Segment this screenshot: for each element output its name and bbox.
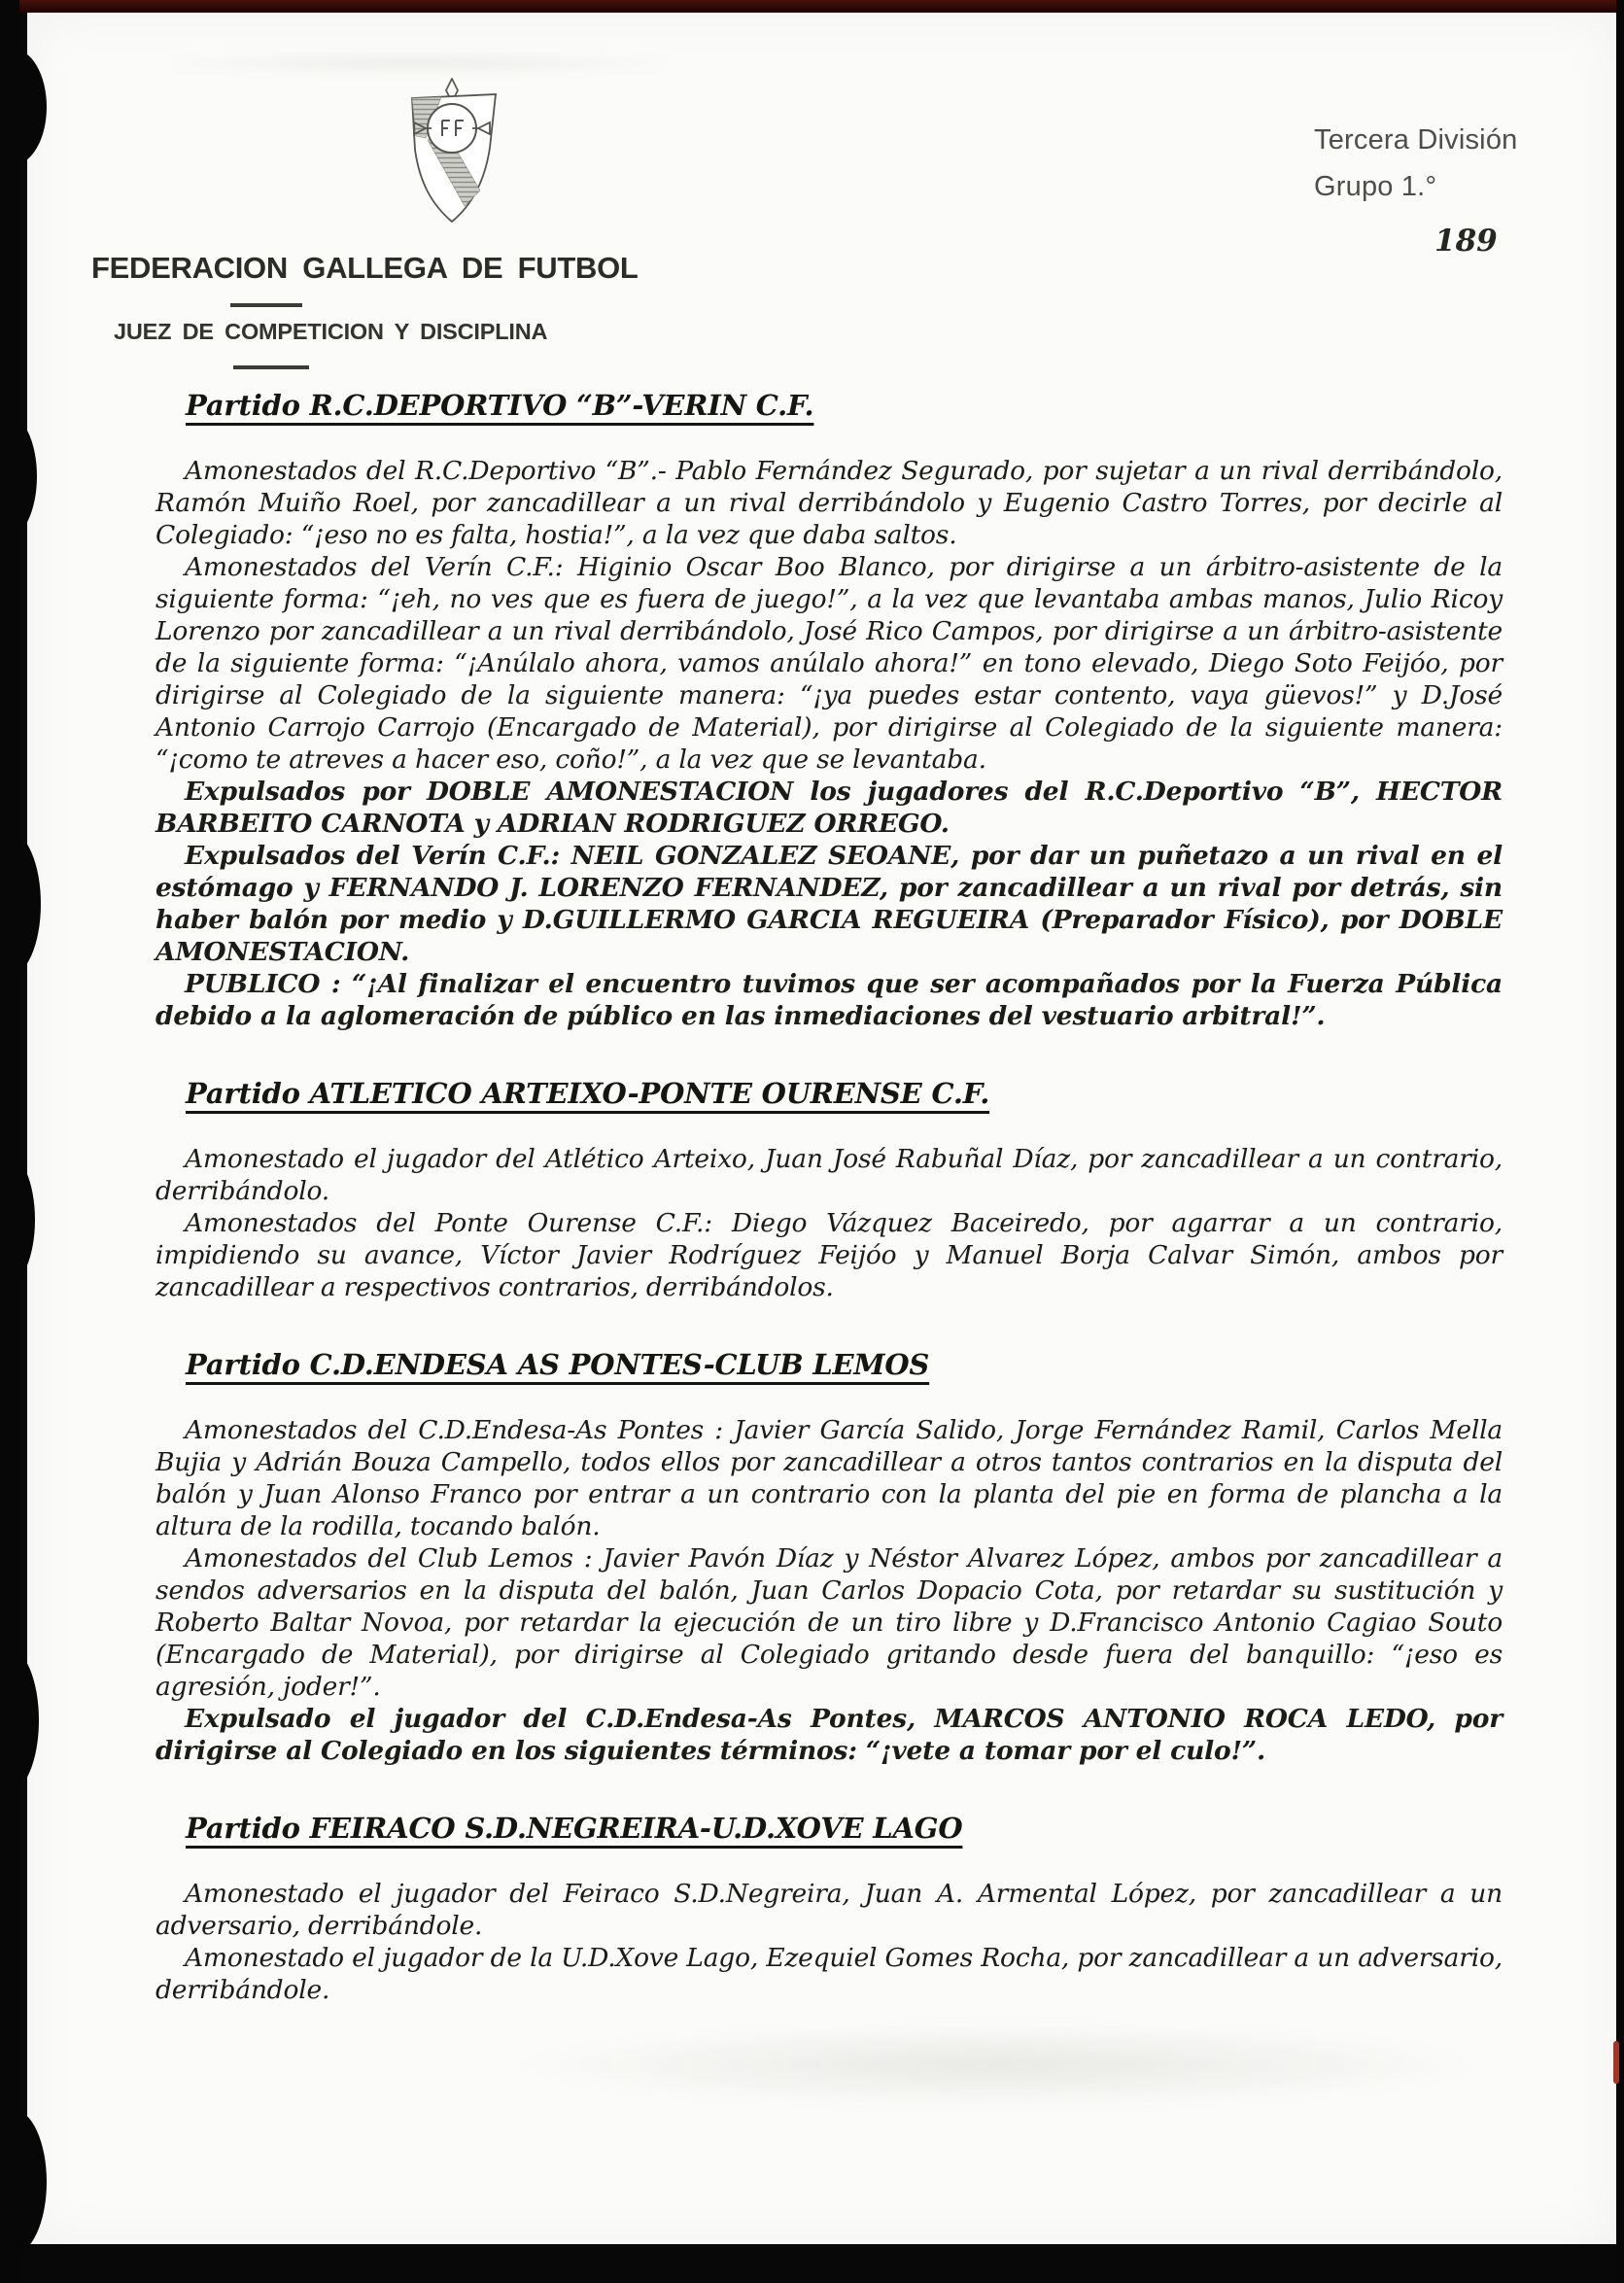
report-paragraph: PUBLICO : “¡Al finalizar el encuentro tuvimos que ser acompañados por la Fuerza Pública debido a la aglomeración de público en las inmediaciones del vestuario arbitral!”. bbox=[155, 969, 1503, 1031]
match-section bbox=[155, 1077, 1503, 1303]
org-title: FEDERACION GALLEGA DE FUTBOL bbox=[91, 251, 639, 285]
scan-smudge bbox=[505, 2022, 1497, 2109]
report-body bbox=[155, 389, 1503, 2006]
report-paragraph: Amonestados del Club Lemos : Javier Pavón Díaz y Néstor Alvarez López, ambos por zancadillear a sendos adversarios en la disputa del balón, Juan Carlos Dopacio Cota, por retardar su sustitución y Roberto Baltar Novoa, por retardar la ejecución de un tiro libre y D.Francisco Antonio Cagiao Souto (Encargado de Material), por dirigirse al Colegiado gritando desde fuera del banquillo: “¡eso es agresión, joder!”. bbox=[155, 1543, 1503, 1702]
match-section-title: Partido ATLETICO ARTEIXO-PONTE OURENSE C.F. bbox=[186, 1077, 990, 1110]
report-paragraph: Amonestados del C.D.Endesa-As Pontes : Javier García Salido, Jorge Fernández Ramil, Carlos Mella Bujia y Adrián Bouza Campello, todos ellos por zancadillear a otros tantos contrarios en la disputa del balón y Juan Alonso Franco por entrar a un contrario con la planta del pie en forma de plancha a la altura de la rodilla, tocando balón. bbox=[155, 1415, 1503, 1541]
report-paragraph: Amonestados del Verín C.F.: Higinio Oscar Boo Blanco, por dirigirse a un árbitro-asistente de la siguiente forma: “¡eh, no ves que es fuera de juego!”, a la vez que levantaba ambas manos, Julio Ricoy Lorenzo por zancadillear a un rival derribándolo, José Rico Campos, por dirigirse a un árbitro-asistente de la siguiente forma: “¡Anúlalo ahora, vamos anúlalo ahora!” en tono elevado, Diego Soto Feijóo, por dirigirse al Colegiado de la siguiente manera: “¡ya puedes estar contento, vaya güevos!” y D.José Antonio Carrojo Carrojo (Encargado de Material), por dirigirse al Colegiado de la siguiente manera: “¡como te atreves a hacer eso, coño!”, a la vez que se levantaba. bbox=[155, 552, 1503, 775]
competition-division: Tercera División bbox=[1314, 124, 1518, 156]
report-paragraph: Amonestado el jugador del Atlético Arteixo, Juan José Rabuñal Díaz, por zancadillear a un contrario, derribándolo. bbox=[155, 1144, 1503, 1206]
match-section bbox=[155, 1348, 1503, 1767]
match-section-title: Partido C.D.ENDESA AS PONTES-CLUB LEMOS bbox=[186, 1348, 930, 1381]
page-number: 189 bbox=[1434, 224, 1498, 259]
report-paragraph: Amonestado el jugador de la U.D.Xove Lago, Ezequiel Gomes Rocha, por zancadillear a un adversario, derribándole. bbox=[155, 1943, 1503, 2005]
match-section-title: Partido FEIRACO S.D.NEGREIRA-U.D.XOVE LAGO bbox=[186, 1812, 963, 1845]
match-section bbox=[155, 1812, 1503, 2006]
report-paragraph: Expulsados del Verín C.F.: NEIL GONZALEZ SEOANE, por dar un puñetazo a un rival en el estómago y FERNANDO J. LORENZO FERNANDEZ, por zancadillear a un rival por detrás, sin haber balón por medio y D.GUILLERMO GARCIA REGUEIRA (Preparador Físico), por DOBLE AMONESTACION. bbox=[155, 841, 1503, 967]
report-paragraph: Amonestado el jugador del Feiraco S.D.Negreira, Juan A. Armental López, por zancadillear a un adversario, derribándole. bbox=[155, 1879, 1503, 1941]
divider bbox=[233, 365, 309, 369]
competition-group: Grupo 1.° bbox=[1314, 171, 1437, 202]
report-paragraph: Amonestados del R.C.Deportivo “B”.- Pablo Fernández Segurado, por sujetar a un rival derribándolo, Ramón Muiño Roel, por zancadillear a un rival derribándolo y Eugenio Castro Torres, por decirle al Colegiado: “¡eso no es falta, hostia!”, a la vez que daba saltos. bbox=[155, 456, 1503, 550]
org-subtitle: JUEZ DE COMPETICION Y DISCIPLINA bbox=[114, 319, 548, 344]
report-paragraph: Expulsado el jugador del C.D.Endesa-As Pontes, MARCOS ANTONIO ROCA LEDO, por dirigirse al Colegiado en los siguientes términos: “¡vete a tomar por el culo!”. bbox=[155, 1704, 1503, 1766]
scan-red-artifact bbox=[1613, 2041, 1619, 2084]
match-section bbox=[155, 389, 1503, 1032]
scan-right-edge bbox=[1616, 0, 1624, 2283]
scan-top-strip bbox=[0, 0, 1624, 13]
report-paragraph: Expulsados por DOBLE AMONESTACION los jugadores del R.C.Deportivo “B”, HECTOR BARBEITO CARNOTA y ADRIAN RODRIGUEZ ORREGO. bbox=[155, 777, 1503, 839]
report-paragraph: Amonestados del Ponte Ourense C.F.: Diego Vázquez Baceiredo, por agarrar a un contrario, impidiendo su avance, Víctor Javier Rodríguez Feijóo y Manuel Borja Calvar Simón, ambos por zancadillear a respectivos contrarios, derribándolos. bbox=[155, 1208, 1503, 1302]
scan-smudge bbox=[146, 51, 690, 76]
divider bbox=[230, 303, 302, 307]
scan-left-edge bbox=[0, 0, 19, 2283]
match-section-title: Partido R.C.DEPORTIVO “B”-VERIN C.F. bbox=[186, 389, 814, 422]
federation-crest-icon bbox=[383, 78, 521, 225]
competition-label bbox=[1314, 117, 1518, 210]
